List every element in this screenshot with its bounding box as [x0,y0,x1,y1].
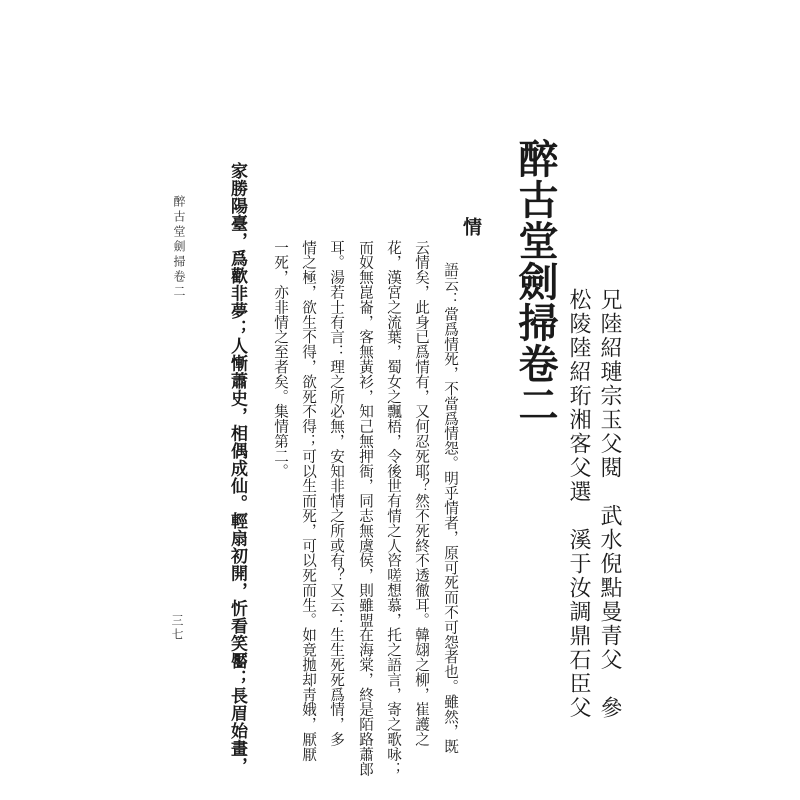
paragraph-line: 云情矣，此身已爲情有，又何忍死耶？然不死終不透徹耳。韓翃之柳，崔護之 [413,240,430,747]
page-number: 三七 [170,614,184,642]
book-title: 醉古堂劍掃卷二 [512,138,559,425]
paragraph-line: 花，漢宮之流葉，蜀女之飄梧，令後世有情之人咨嗟想慕，托之語言，寄之歌咏； [385,240,402,777]
paragraph-line: 情之極，欲生不得，欲死不得；可以生而死，可以死而生。如竟拋却靑娥，厭厭 [300,240,317,762]
verse-line: 家勝陽臺，爲歡非夢；人慚蕭史，相偶成仙。輕扇初開，忻看笑靨；長眉始畫， [227,162,247,775]
compiler-line: 兄陸紹璉宗玉父閱 武水倪點曼青父 參 [597,288,622,720]
section-heading: 情 [460,217,482,236]
compiler-line: 松陵陸紹珩湘客父選 溪于汝調鼎石臣父 [566,288,591,720]
running-title: 醉古堂劍掃卷二 [172,195,186,300]
paragraph-line: 語云：當爲情死，不當爲情怨。明乎情者，原可死而不可怨者也。雖然，既 [442,262,459,754]
paragraph-line: 而奴無崑崙，客無黃衫，知己無押衙，同志無虞侯，則雖盟在海棠，終是陌路蕭郎 [357,240,374,777]
paragraph-line: 耳。湯若士有言：理之所必無，安知非情之所或有？又云：生生死死爲情，多 [328,240,345,747]
paragraph-line: 一死，亦非情之至者矣。集情第二。 [272,240,289,479]
